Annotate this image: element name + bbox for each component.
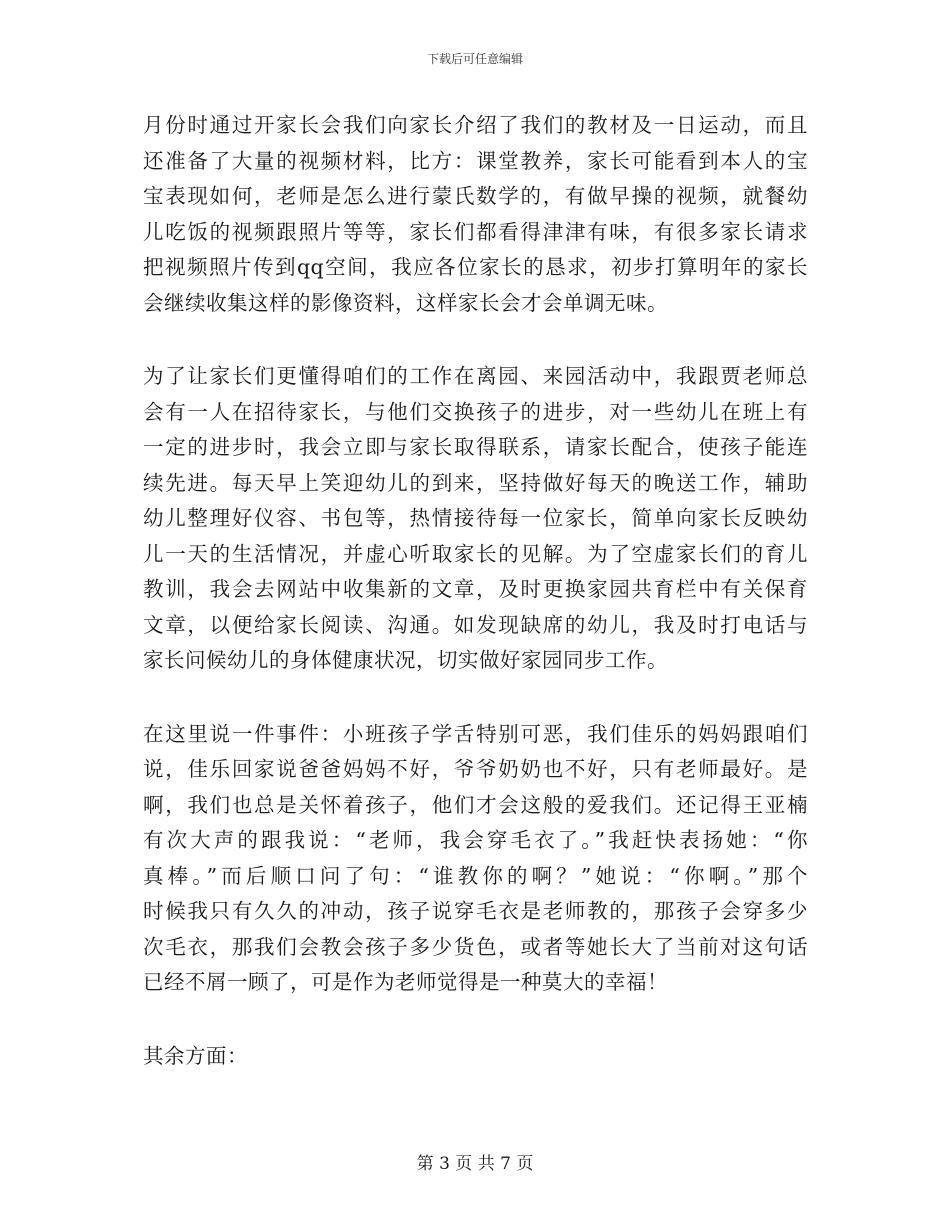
text-line: 时候我只有久久的冲动，孩子说穿毛衣是老师教的，那孩子会穿多少: [143, 899, 808, 923]
text-line: 一定的进步时，我会立即与家长取得联系，请家长配合，使孩子能连: [143, 435, 808, 459]
text-line: 宝表现如何，老师是怎么进行蒙氏数学的，有做早操的视频，就餐幼: [143, 184, 808, 208]
paragraph-3: [143, 717, 808, 1001]
text-line: 月份时通过开家长会我们向家长介绍了我们的教材及一日运动，而且: [143, 113, 808, 137]
text-line: 儿吃饭的视频跟照片等等，家长们都看得津津有味，有很多家长请求: [143, 219, 808, 244]
text-line: 在这里说一件事件：小班孩子学舌特别可恶，我们佳乐的妈妈跟咱们: [143, 721, 808, 746]
page-header: 下载后可任意编辑: [426, 52, 523, 66]
text-line: 家长问候幼儿的身体健康状况，切实做好家园同步工作。: [143, 648, 668, 672]
paragraph-4: [143, 1039, 808, 1075]
text-line: 次毛衣，那我们会教会孩子多少货色，或者等她长大了当前对这句话: [143, 934, 808, 959]
document-body: [143, 108, 808, 1112]
text-line: 有次大声的跟我说：“老师，我会穿毛衣了。”我赶快表扬她：“你: [143, 828, 808, 852]
text-line: 还准备了大量的视频材料，比方：课堂教养，家长可能看到本人的宝: [143, 148, 808, 173]
text-line: 啊，我们也总是关怀着孩子，他们才会这般的爱我们。还记得王亚楠: [143, 792, 808, 817]
text-line: 文章，以便给家长阅读、沟通。如发现缺席的幼儿，我及时打电话与: [143, 612, 808, 637]
text-line: 把视频照片传到qq空间，我应各位家长的恳求，初步打算明年的家长: [143, 255, 808, 279]
paragraph-2: [143, 359, 808, 679]
paragraph-1: [143, 108, 808, 321]
text-line: 儿一天的生活情况，并虚心听取家长的见解。为了空虚家长们的育儿: [143, 541, 808, 566]
text-line: 续先进。每天早上笑迎幼儿的到来，坚持做好每天的晚送工作，辅助: [143, 470, 808, 495]
text-line: 已经不屑一顾了，可是作为老师觉得是一种莫大的幸福！: [143, 970, 668, 994]
text-line: 教训，我会去网站中收集新的文章，及时更换家园共育栏中有关保育: [143, 577, 808, 601]
text-line: 会继续收集这样的影像资料，这样家长会才会单调无味。: [143, 290, 668, 315]
text-line: 真棒。”而后顺口问了句：“谁教你的啊？”她说：“你啊。”那个: [143, 863, 808, 888]
page-number: 第 3 页 共 7 页: [416, 1154, 534, 1174]
text-line: 为了让家长们更懂得咱们的工作在离园、来园活动中，我跟贾老师总: [143, 364, 808, 388]
text-line: 会有一人在招待家长，与他们交换孩子的进步，对一些幼儿在班上有: [143, 399, 808, 424]
text-line: 说，佳乐回家说爸爸妈妈不好，爷爷奶奶也不好，只有老师最好。是: [143, 757, 808, 781]
text-line: 其余方面：: [143, 1043, 248, 1068]
text-line: 幼儿整理好仪容、书包等，热情接待每一位家长，简单向家长反映幼: [143, 506, 808, 530]
